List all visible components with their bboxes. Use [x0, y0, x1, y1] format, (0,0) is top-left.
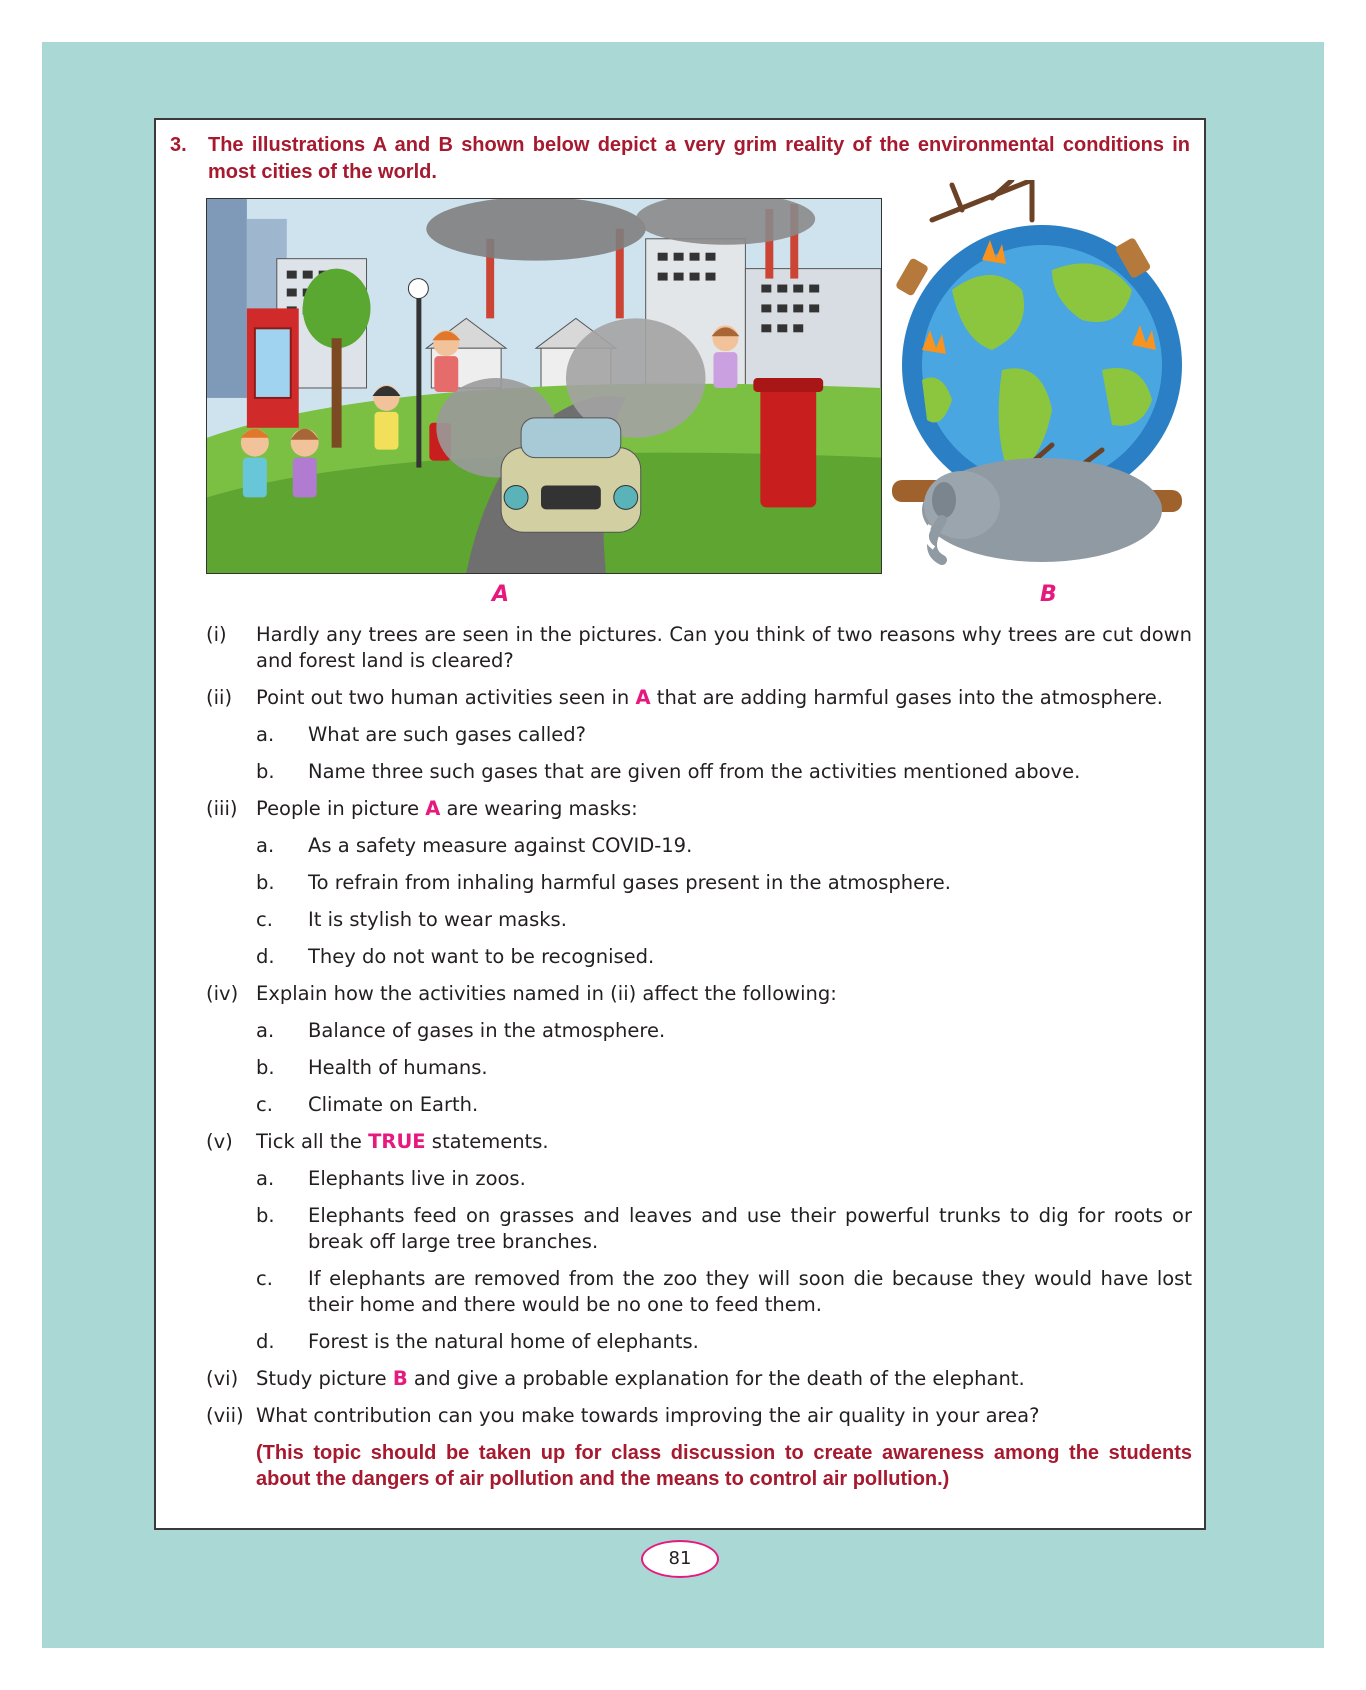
sub-label: b.: [256, 760, 275, 783]
sub-text: Forest is the natural home of elephants.: [308, 1330, 699, 1353]
sub-item: [206, 1329, 1192, 1355]
item-i: [206, 622, 1192, 674]
item-text-end: and give a probable explanation for the death of the elephant.: [407, 1367, 1025, 1390]
sub-text: Name three such gases that are given off from the activities mentioned above.: [308, 760, 1081, 783]
sub-label: c.: [256, 1267, 273, 1290]
item-text: What contribution can you make towards improving the air quality in your area?: [256, 1404, 1040, 1427]
sub-label: b.: [256, 1204, 275, 1227]
highlight-b: B: [392, 1367, 408, 1390]
sub-item: [206, 1018, 1192, 1044]
illustration-a-polluted-city: [206, 198, 882, 574]
item-ii: [206, 685, 1192, 711]
sub-text: It is stylish to wear masks.: [308, 908, 567, 931]
sub-text: Balance of gases in the atmosphere.: [308, 1019, 666, 1042]
sub-text: Health of humans.: [308, 1056, 488, 1079]
sub-item: [206, 1055, 1192, 1081]
item-vii: [206, 1403, 1192, 1429]
sub-label: a.: [256, 1019, 275, 1042]
item-text: [256, 1366, 1192, 1392]
item-label: (iv): [206, 982, 239, 1005]
item-text-start: People in picture: [256, 797, 426, 820]
sub-item: [206, 759, 1192, 785]
sub-label: b.: [256, 871, 275, 894]
sub-item: [206, 833, 1192, 859]
item-label: (iii): [206, 797, 238, 820]
sub-item: [206, 870, 1192, 896]
sub-text: If elephants are removed from the zoo they will soon die because they would have lost their home and there would be no one to feed them.: [308, 1267, 1192, 1316]
item-label: (v): [206, 1130, 233, 1153]
question-panel: [154, 118, 1206, 1530]
item-text: [256, 796, 1192, 822]
question-heading: [170, 132, 1190, 186]
item-text: [256, 685, 1192, 711]
item-vi: [206, 1366, 1192, 1392]
sub-text: As a safety measure against COVID-19.: [308, 834, 693, 857]
item-text-start: Study picture: [256, 1367, 393, 1390]
sub-item: [206, 722, 1192, 748]
sub-label: c.: [256, 908, 273, 931]
sub-label: d.: [256, 1330, 275, 1353]
item-label: (vi): [206, 1367, 239, 1390]
illustration-b-earth-elephant: [882, 180, 1192, 580]
caption-b: B: [1040, 582, 1057, 607]
sub-label: c.: [256, 1093, 273, 1116]
highlight-a: A: [635, 686, 651, 709]
sub-item: [206, 1166, 1192, 1192]
sub-text: Elephants feed on grasses and leaves and use their powerful trunks to dig for roots or break off large tree branches.: [308, 1204, 1192, 1253]
page-number: 81: [641, 1540, 719, 1578]
sub-label: d.: [256, 945, 275, 968]
highlight-a: A: [425, 797, 441, 820]
item-text-end: statements.: [425, 1130, 549, 1153]
sub-item: [206, 1266, 1192, 1318]
sub-label: a.: [256, 834, 275, 857]
caption-a: A: [492, 582, 510, 607]
question-text: The illustrations A and B shown below depict a very grim reality of the environmental conditions in most cities of the world.: [208, 134, 1190, 183]
sub-label: a.: [256, 1167, 275, 1190]
item-text: Hardly any trees are seen in the pictures. Can you think of two reasons why trees are cut down and forest land is cleared?: [256, 623, 1192, 672]
item-label: (i): [206, 623, 227, 646]
sub-item: [206, 1203, 1192, 1255]
sub-text: Elephants live in zoos.: [308, 1167, 526, 1190]
item-label: (vii): [206, 1404, 244, 1427]
highlight-true: TRUE: [368, 1130, 426, 1153]
item-text-start: Point out two human activities seen in: [256, 686, 636, 709]
sub-text: They do not want to be recognised.: [308, 945, 655, 968]
sub-label: b.: [256, 1056, 275, 1079]
discussion-note-row: [206, 1440, 1192, 1492]
item-text-start: Tick all the: [256, 1130, 369, 1153]
item-text-end: that are adding harmful gases into the atmosphere.: [650, 686, 1163, 709]
item-label: (ii): [206, 686, 233, 709]
item-iii: [206, 796, 1192, 822]
sub-text: What are such gases called?: [308, 723, 587, 746]
sub-text: Climate on Earth.: [308, 1093, 479, 1116]
sub-label: a.: [256, 723, 275, 746]
question-items: [206, 622, 1192, 1503]
question-number: 3.: [170, 134, 187, 156]
item-iv: [206, 981, 1192, 1007]
sub-text: To refrain from inhaling harmful gases present in the atmosphere.: [308, 871, 951, 894]
discussion-note: (This topic should be taken up for class discussion to create awareness among the students about the dangers of air pollution and the means to control air pollution.): [256, 1442, 1192, 1490]
item-v: [206, 1129, 1192, 1155]
item-text: [256, 1129, 1192, 1155]
sub-item: [206, 907, 1192, 933]
sub-item: [206, 944, 1192, 970]
sub-item: [206, 1092, 1192, 1118]
item-text-end: are wearing masks:: [440, 797, 638, 820]
item-text: Explain how the activities named in (ii) affect the following:: [256, 982, 837, 1005]
